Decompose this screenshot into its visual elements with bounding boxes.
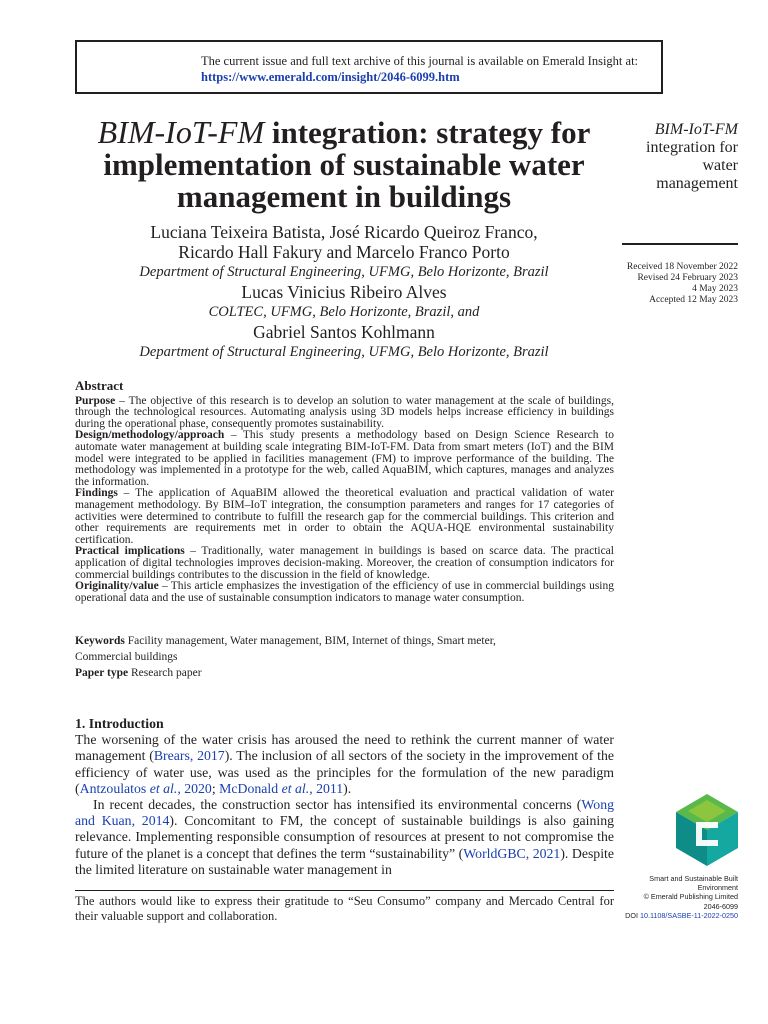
keywords: [75, 634, 614, 665]
paper-type-text: Research paper: [128, 667, 202, 679]
paper-type-label: Paper type: [75, 667, 129, 679]
journal-info: [600, 874, 738, 920]
footnote-divider: [75, 890, 614, 891]
doi-label: DOI: [625, 910, 640, 920]
intro-paragraph: [75, 732, 614, 797]
running-title: [622, 121, 738, 193]
abstract-section: [75, 380, 614, 604]
abstract-design: [75, 430, 614, 488]
section-heading: 1. Introduction: [75, 716, 164, 731]
article-title-italic: BIM-IoT-FM: [97, 114, 265, 150]
author-line: Luciana Teixeira Batista, José Ricardo Queiroz Franco,: [150, 222, 538, 242]
author-line: Gabriel Santos Kohlmann: [253, 322, 435, 342]
introduction-section: [75, 716, 614, 878]
article-title-rest: integration: strategy for implementation of sustainable water management in buildings: [103, 115, 591, 214]
body-text: In recent decades, the construction sector has intensified its environmental concerns (: [93, 797, 582, 813]
journal-name: Smart and Sustainable Built: [649, 874, 738, 883]
intro-paragraph: [75, 797, 614, 878]
journal-access-notice: [75, 40, 663, 94]
running-title-line: management: [656, 175, 738, 192]
issn: 2046-6099: [703, 901, 738, 911]
accepted-date: Accepted 12 May 2023: [649, 295, 738, 305]
author-affiliation: Department of Structural Engineering, UFMG, Belo Horizonte, Brazil: [139, 264, 549, 280]
paper-type: [75, 666, 614, 681]
body-text: ). Concomitant to FM, the concept of sustainable buildings is also gaining relevance. Implementing responsible consumption of resources at present to not compromise the future of the planet is a concept that defines the term “sustainability” (: [75, 813, 615, 861]
abstract-label: Design/methodology/approach: [75, 429, 225, 442]
abstract-originality: [75, 581, 614, 604]
article-history: [600, 262, 738, 306]
revised-date: Revised 24 February 2023: [637, 273, 738, 283]
body-text: ;: [211, 780, 220, 796]
journal-url-link[interactable]: https://www.emerald.com/insight/2046-6099.htm: [201, 70, 460, 84]
abstract-heading: Abstract: [75, 378, 124, 393]
abstract-text: – The objective of this research is to develop an solution to water management at the scale of buildings, through the technological resources. Automating analysis using 3D models helps increase efficiency in buildings during the operational phase, consequently promotes sustainability.: [75, 394, 614, 430]
body-text: ). The inclusion of all sectors of the society in the improvement of the efficiency of water use, was used as the principles for the formulation of the new paradigm (: [75, 748, 614, 796]
citation-link[interactable]: WorldGBC, 2021: [463, 845, 561, 861]
journal-cube-logo-icon: [676, 794, 738, 866]
abstract-text: – This study presents a methodology based on Design Science Research to automate water management at building scale integrating BIM-IoT-FM. Data from smart meters (IoT) and the BIM model were integrated to be applied in facilities management (FM) to improve performance of the building. The methodology was implemented in a prototype for the web, called AquaBIM, which captures, manages and analyzes the information.: [75, 429, 614, 488]
keywords-text: Facility management, Water management, BIM, Internet of things, Smart meter,: [124, 635, 496, 647]
abstract-findings: [75, 488, 614, 546]
author-affiliation: Department of Structural Engineering, UFMG, Belo Horizonte, Brazil: [139, 344, 549, 360]
author-line: Ricardo Hall Fakury and Marcelo Franco Porto: [178, 242, 510, 262]
authors-block: [76, 222, 612, 362]
citation-link[interactable]: Brears, 2017: [153, 748, 225, 764]
body-text: The worsening of the water crisis has aroused the need to rethink the current manner of water management (: [75, 732, 614, 764]
received-date: Received 18 November 2022: [626, 262, 738, 272]
running-title-line: water: [702, 157, 738, 174]
doi-link[interactable]: 10.1108/SASBE-11-2022-0250: [639, 910, 738, 920]
running-title-line: integration for: [646, 139, 738, 156]
article-title: [76, 116, 612, 213]
abstract-text: – Traditionally, water management in buildings is based on scarce data. The practical application of digital technologies improves decision-making. Moreover, the creation of consumption indicators for commercial buildings contributes to the discussion in the field of knowledge.: [75, 545, 614, 581]
abstract-purpose: [75, 396, 614, 431]
keywords-text: Commercial buildings: [75, 650, 178, 663]
abstract-text: – The application of AquaBIM allowed the theoretical evaluation and practical validation of water management methodology. By BIM–IoT integration, the consumption parameters and ranges for 17 categories of activities were determined to contribute to fulfill the research gap for the commercial buildings. This criterion and other requirements are requirements met in order to obtain the AQUA-HQE environmental sustainability certification.: [75, 487, 614, 546]
keywords-label: Keywords: [75, 635, 125, 647]
journal-name: Environment: [697, 883, 738, 893]
author-affiliation: COLTEC, UFMG, Belo Horizonte, Brazil, and: [208, 304, 480, 320]
access-notice-text: The current issue and full text archive of this journal is available on Emerald Insight at:: [201, 54, 639, 68]
abstract-label: Findings: [75, 487, 118, 500]
abstract-text: – This article emphasizes the investigation of the efficiency of use in commercial buildings using operational data and the use of sustainable consumption indicators to manage water consumption.: [75, 580, 614, 604]
acknowledgement-footnote: The authors would like to express their gratitude to “Seu Consumo” company and Mercado Central for their valuable support and collaboration.: [75, 894, 614, 923]
abstract-label: Originality/value: [75, 580, 159, 593]
running-title-italic: BIM-IoT-FM: [654, 121, 738, 138]
doi-line: [600, 911, 738, 920]
citation-link[interactable]: Wong and Kuan, 2014: [75, 797, 614, 829]
author-line: Lucas Vinicius Ribeiro Alves: [241, 282, 447, 302]
copyright: © Emerald Publishing Limited: [643, 892, 738, 902]
abstract-label: Practical implications: [75, 545, 185, 558]
body-text: ). Despite the limited literature on sustainable water management in: [75, 845, 614, 877]
abstract-label: Purpose: [75, 394, 116, 407]
citation-link[interactable]: McDonald et al., 2011: [219, 780, 344, 796]
margin-divider: [622, 243, 738, 245]
citation-link[interactable]: Antzoulatos et al., 2020: [79, 780, 212, 796]
body-text: ).: [343, 780, 352, 796]
abstract-practical: [75, 546, 614, 581]
revised-date: 4 May 2023: [692, 284, 738, 294]
